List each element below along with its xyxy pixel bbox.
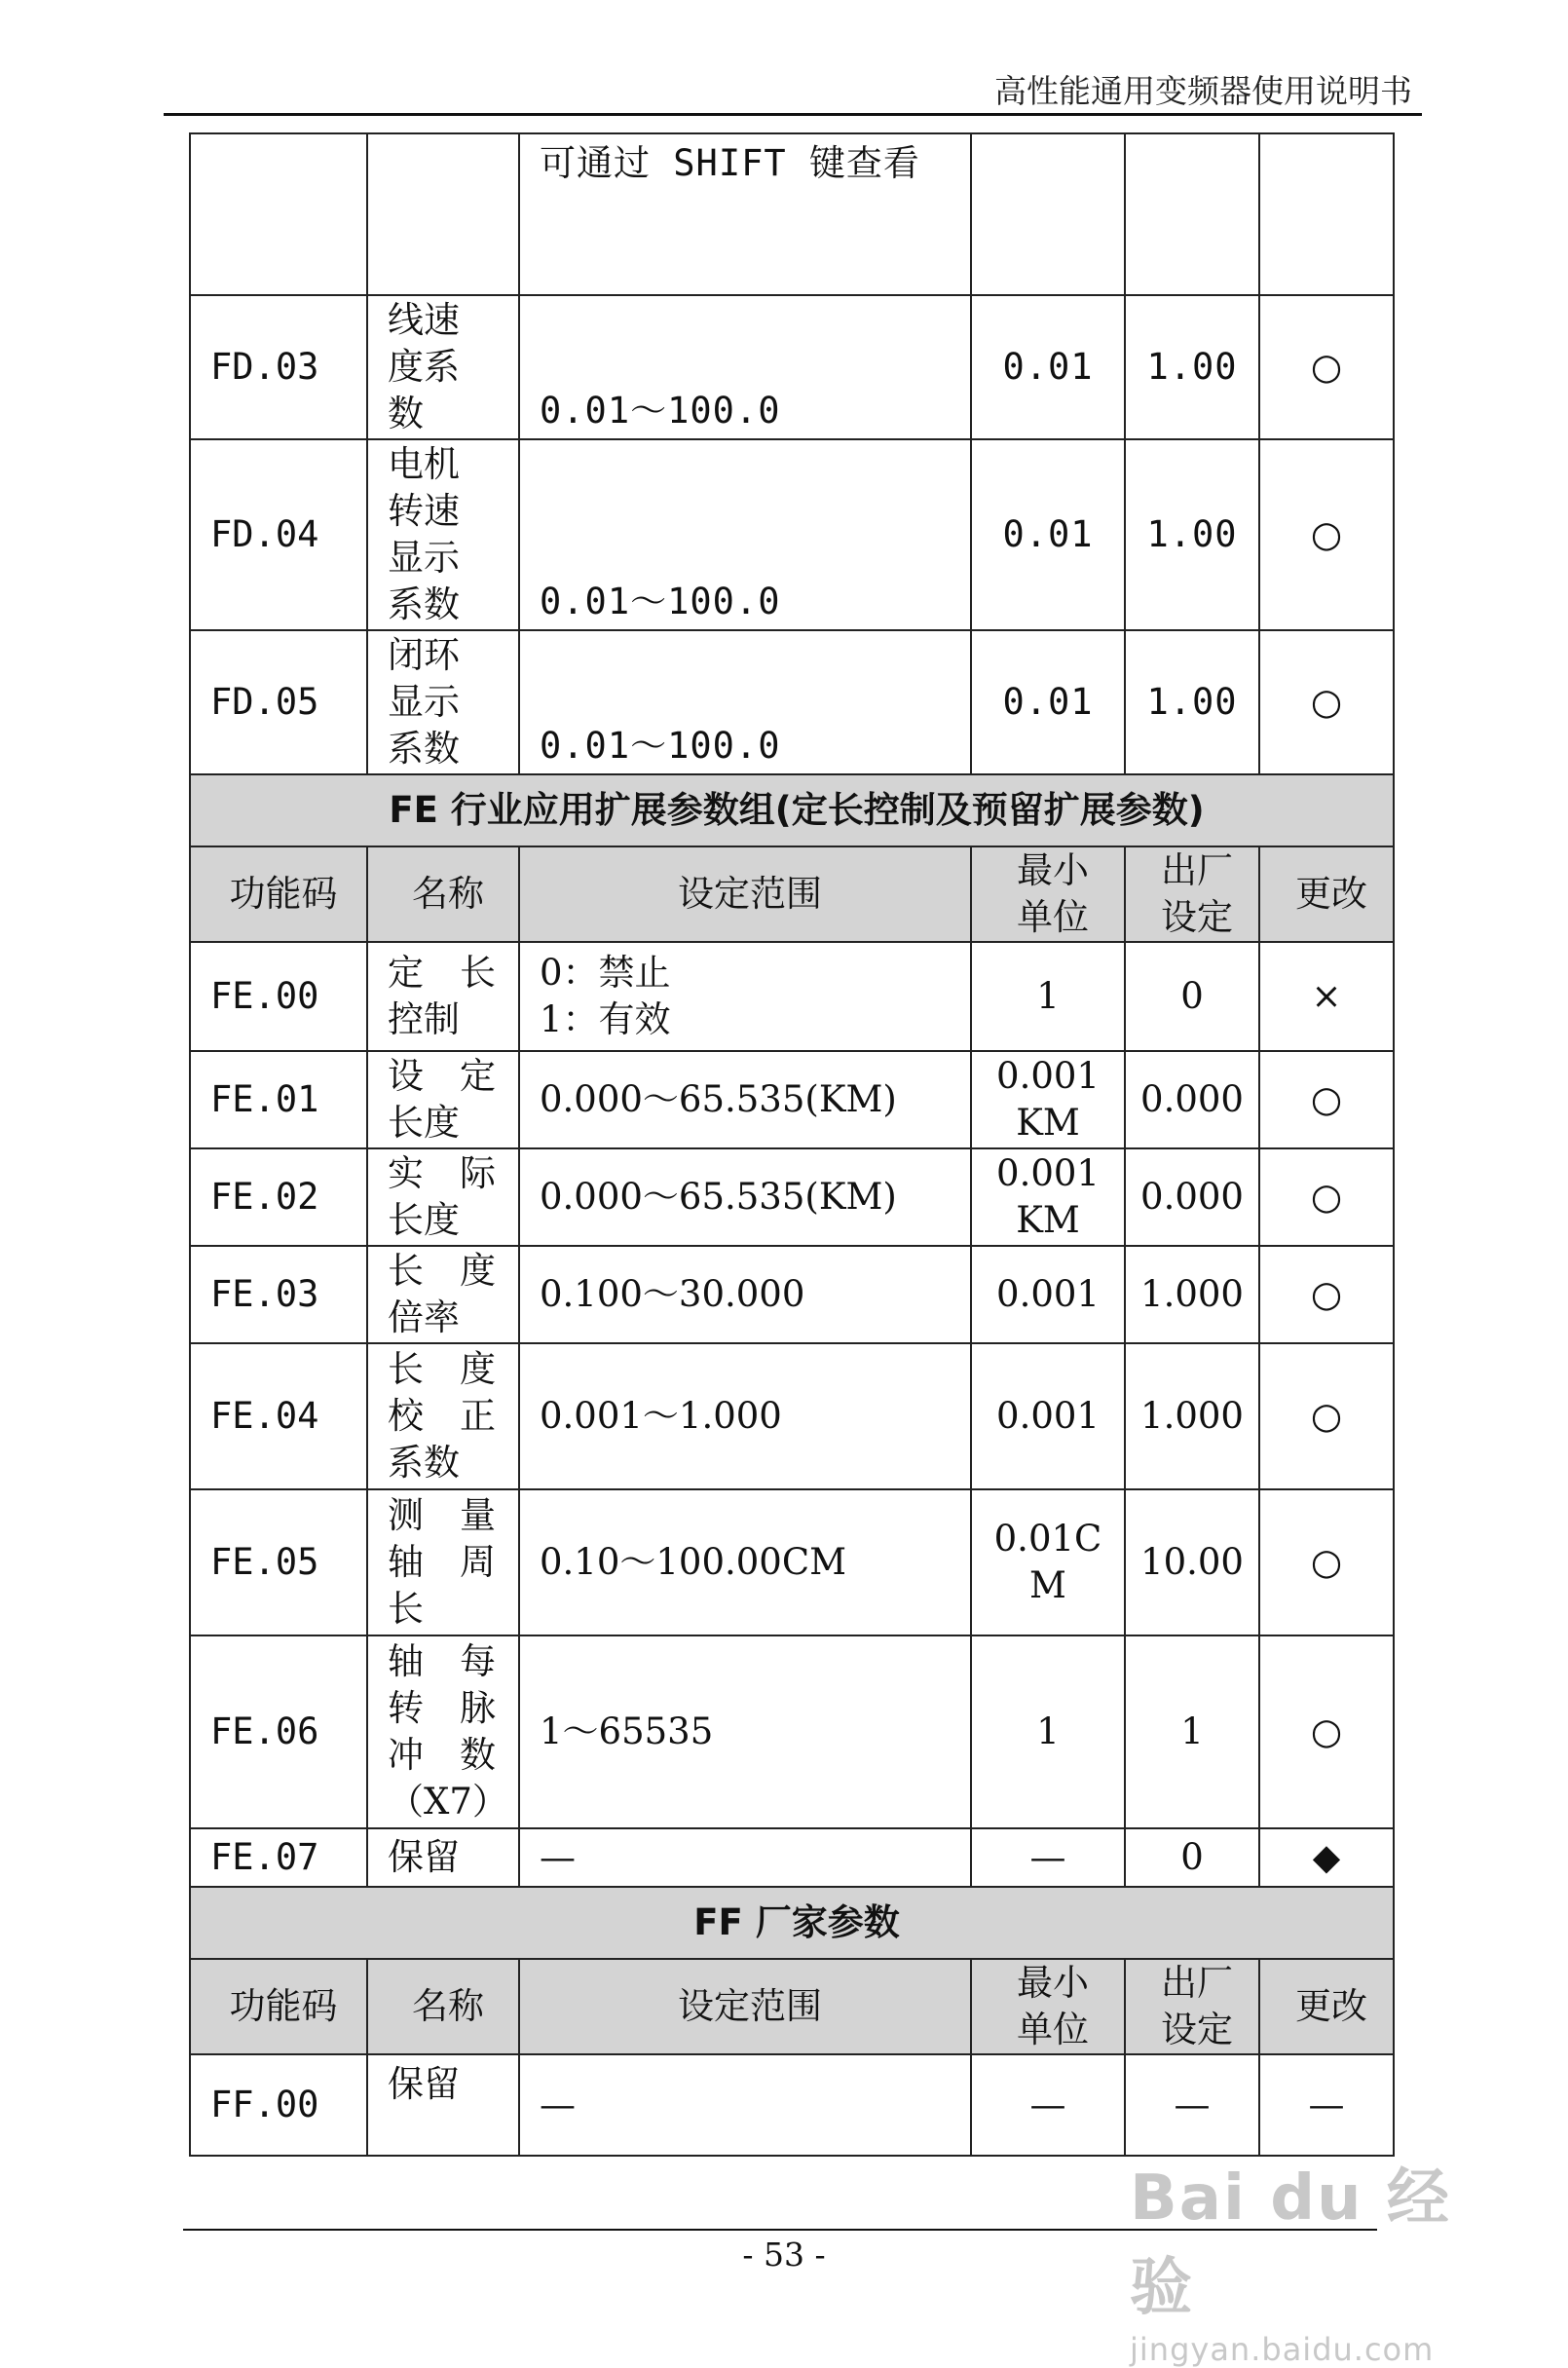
param-code: FE.01	[190, 1051, 367, 1148]
param-code	[190, 133, 367, 295]
param-range: 可通过 SHIFT 键查看	[519, 133, 971, 295]
column-header-line: 出厂	[1161, 849, 1233, 891]
column-header-line: 最小	[1017, 849, 1089, 891]
table-row	[190, 1246, 1394, 1343]
param-range	[519, 1051, 971, 1148]
param-range: 0.01～100.0	[519, 439, 971, 630]
param-code: FE.02	[190, 1148, 367, 1246]
param-range-line: —	[540, 2084, 576, 2125]
baidu-jingyan-watermark	[1130, 2148, 1490, 2368]
table-row	[190, 630, 1394, 774]
param-min-unit	[971, 2054, 1125, 2156]
table-row	[190, 1489, 1394, 1635]
param-name	[367, 1489, 519, 1635]
section-title: FF 厂家参数	[190, 1887, 1394, 1959]
param-name	[367, 133, 519, 295]
param-min-unit	[971, 1828, 1125, 1887]
param-name	[367, 295, 519, 439]
param-range	[519, 942, 971, 1051]
param-name	[367, 942, 519, 1051]
param-name-line: 定 长	[388, 952, 496, 994]
param-range-line: 0.000～65.535(KM)	[540, 1078, 897, 1120]
param-range	[519, 1148, 971, 1246]
param-code: FF.00	[190, 2054, 367, 2156]
param-code: FD.03	[190, 295, 367, 439]
param-min-unit	[971, 942, 1125, 1051]
param-name-line: 线速	[388, 299, 460, 341]
param-name	[367, 630, 519, 774]
section-header-fe	[190, 774, 1394, 846]
param-name-line: 显示	[388, 537, 460, 579]
param-code: FD.05	[190, 630, 367, 774]
param-name-line: 长度	[388, 1102, 460, 1144]
param-range-line: 0.100～30.000	[540, 1273, 805, 1315]
table-row	[190, 942, 1394, 1051]
param-name	[367, 1148, 519, 1246]
column-header-row	[190, 846, 1394, 942]
header-rule	[164, 113, 1422, 116]
param-change: ○	[1259, 1246, 1394, 1343]
param-range-line: 0.000～65.535(KM)	[540, 1176, 897, 1218]
column-header-line: 单位	[1017, 2009, 1089, 2050]
column-header-min-unit	[971, 1959, 1125, 2054]
table-row	[190, 133, 1394, 295]
column-header-default	[1125, 1959, 1259, 2054]
table-row	[190, 1635, 1394, 1828]
param-code: FD.04	[190, 439, 367, 630]
param-name-line: 转 脉	[388, 1687, 496, 1729]
param-code: FE.05	[190, 1489, 367, 1635]
param-change: ◆	[1259, 1828, 1394, 1887]
param-name-line: 数	[388, 393, 424, 434]
param-range-line: —	[540, 1836, 576, 1878]
param-change: ×	[1259, 942, 1394, 1051]
param-min-unit	[971, 1489, 1125, 1635]
param-name-line: （X7）	[388, 1781, 508, 1823]
page-number: - 53 -	[742, 2236, 826, 2274]
param-code: FE.04	[190, 1343, 367, 1489]
param-name-line: 系数	[388, 1442, 460, 1484]
column-header-range: 设定范围	[519, 846, 971, 942]
fe-rows	[190, 942, 1394, 1887]
param-name-line: 长 度	[388, 1348, 496, 1390]
param-change: ○	[1259, 1635, 1394, 1828]
param-min-unit-line: —	[1029, 1836, 1066, 1878]
param-code: FE.07	[190, 1828, 367, 1887]
column-header-range: 设定范围	[519, 1959, 971, 2054]
param-min-unit-line: 0.001	[996, 1055, 1100, 1097]
param-name-line: 转速	[388, 490, 460, 532]
param-default: 0	[1125, 942, 1259, 1051]
param-default: 0	[1125, 1828, 1259, 1887]
column-header-code: 功能码	[190, 846, 367, 942]
table-row	[190, 295, 1394, 439]
param-name	[367, 1635, 519, 1828]
param-default: 0.000	[1125, 1051, 1259, 1148]
param-range-line: 1～65535	[540, 1710, 714, 1752]
param-range-line: 1：有效	[540, 998, 671, 1040]
param-name-line: 长度	[388, 1199, 460, 1241]
param-range	[519, 1343, 971, 1489]
param-min-unit-line: 1	[1036, 975, 1060, 1017]
param-name-line: 轴 周	[388, 1541, 496, 1583]
param-min-unit	[971, 133, 1125, 295]
param-change: ○	[1259, 439, 1394, 630]
param-name-line: 长 度	[388, 1250, 496, 1292]
param-default: 1.00	[1125, 439, 1259, 630]
param-range-line: 0.10～100.00CM	[540, 1541, 847, 1583]
param-min-unit-line: 0.001	[996, 1152, 1100, 1194]
param-name	[367, 439, 519, 630]
param-min-unit	[971, 1343, 1125, 1489]
param-min-unit-line: KM	[1016, 1102, 1080, 1144]
param-name	[367, 1246, 519, 1343]
watermark-url: jingyan.baidu.com	[1130, 2331, 1435, 2368]
param-name-line: 实 际	[388, 1152, 496, 1194]
param-name-line: 显示	[388, 681, 460, 723]
param-min-unit-line: M	[1029, 1564, 1066, 1606]
param-default: 1.00	[1125, 630, 1259, 774]
section-header-ff	[190, 1887, 1394, 1959]
column-header-line: 出厂	[1161, 1962, 1233, 2004]
param-change: ○	[1259, 1489, 1394, 1635]
section-title: FE 行业应用扩展参数组(定长控制及预留扩展参数)	[190, 774, 1394, 846]
param-min-unit-line: 0.01C	[993, 1518, 1102, 1560]
param-change: ○	[1259, 1051, 1394, 1148]
param-min-unit	[971, 1635, 1125, 1828]
document-header-title: 高性能通用变频器使用说明书	[994, 72, 1412, 110]
param-min-unit-line: 1	[1036, 1710, 1060, 1752]
param-name-line: 冲 数	[388, 1734, 496, 1776]
param-name	[367, 2054, 519, 2156]
column-header-row	[190, 1959, 1394, 2054]
param-min-unit: 0.01	[971, 630, 1125, 774]
param-min-unit-line: 0.001	[996, 1395, 1100, 1437]
param-range	[519, 1489, 971, 1635]
param-name	[367, 1051, 519, 1148]
param-min-unit-line: 0.001	[996, 1273, 1100, 1315]
param-name-line: 测 量	[388, 1494, 496, 1536]
param-name-line: 保留	[388, 1836, 460, 1878]
param-range: 0.01～100.0	[519, 630, 971, 774]
param-name-line: 电机	[388, 443, 460, 485]
param-name-line: 倍率	[388, 1297, 460, 1338]
param-range: 0.01～100.0	[519, 295, 971, 439]
table-row	[190, 1051, 1394, 1148]
column-header-line: 最小	[1017, 1962, 1089, 2004]
param-name-line: 轴 每	[388, 1640, 496, 1682]
table-row	[190, 1828, 1394, 1887]
param-default: 1	[1125, 1635, 1259, 1828]
param-name-line: 闭环	[388, 634, 460, 676]
table-row	[190, 1148, 1394, 1246]
param-name-line: 设 定	[388, 1055, 496, 1097]
param-default: 10.00	[1125, 1489, 1259, 1635]
table-row	[190, 2054, 1394, 2156]
param-default: 0.000	[1125, 1148, 1259, 1246]
param-change: ○	[1259, 1343, 1394, 1489]
parameter-table	[189, 132, 1395, 2157]
param-code: FE.03	[190, 1246, 367, 1343]
param-change: ○	[1259, 630, 1394, 774]
param-default: 1.00	[1125, 295, 1259, 439]
param-min-unit-line: —	[1029, 2084, 1066, 2125]
param-min-unit: 0.01	[971, 295, 1125, 439]
param-range	[519, 2054, 971, 2156]
param-change	[1259, 133, 1394, 295]
column-header-code: 功能码	[190, 1959, 367, 2054]
column-header-name: 名称	[367, 846, 519, 942]
column-header-name: 名称	[367, 1959, 519, 2054]
param-name-line: 保留	[388, 2063, 460, 2105]
param-code: FE.00	[190, 942, 367, 1051]
param-name-line: 系数	[388, 583, 460, 625]
column-header-change: 更改	[1259, 846, 1394, 942]
param-name	[367, 1343, 519, 1489]
param-code: FE.06	[190, 1635, 367, 1828]
param-default: 1.000	[1125, 1343, 1259, 1489]
param-change: —	[1259, 2054, 1394, 2156]
table-row	[190, 1343, 1394, 1489]
param-change: ○	[1259, 1148, 1394, 1246]
param-name-line: 度系	[388, 346, 460, 388]
param-range	[519, 1635, 971, 1828]
param-name	[367, 1828, 519, 1887]
param-min-unit	[971, 1051, 1125, 1148]
table-row	[190, 439, 1394, 630]
param-min-unit: 0.01	[971, 439, 1125, 630]
param-name-line: 校 正	[388, 1395, 496, 1437]
param-change: ○	[1259, 295, 1394, 439]
column-header-change: 更改	[1259, 1959, 1394, 2054]
param-min-unit-line: KM	[1016, 1199, 1080, 1241]
param-range	[519, 1246, 971, 1343]
param-name-line: 控制	[388, 998, 460, 1040]
param-default: —	[1125, 2054, 1259, 2156]
column-header-min-unit	[971, 846, 1125, 942]
param-default	[1125, 133, 1259, 295]
column-header-line: 单位	[1017, 896, 1089, 938]
param-default: 1.000	[1125, 1246, 1259, 1343]
param-min-unit	[971, 1148, 1125, 1246]
column-header-line: 设定	[1161, 896, 1233, 938]
param-min-unit	[971, 1246, 1125, 1343]
param-range	[519, 1828, 971, 1887]
ff-rows	[190, 2054, 1394, 2156]
column-header-default	[1125, 846, 1259, 942]
param-range-line: 0：禁止	[540, 952, 671, 994]
column-header-line: 设定	[1161, 2009, 1233, 2050]
param-name-line: 长	[388, 1588, 424, 1630]
param-range-line: 0.001～1.000	[540, 1395, 782, 1437]
watermark-logo-text: Bai du 经验	[1130, 2162, 1451, 2324]
param-name-line: 系数	[388, 728, 460, 770]
